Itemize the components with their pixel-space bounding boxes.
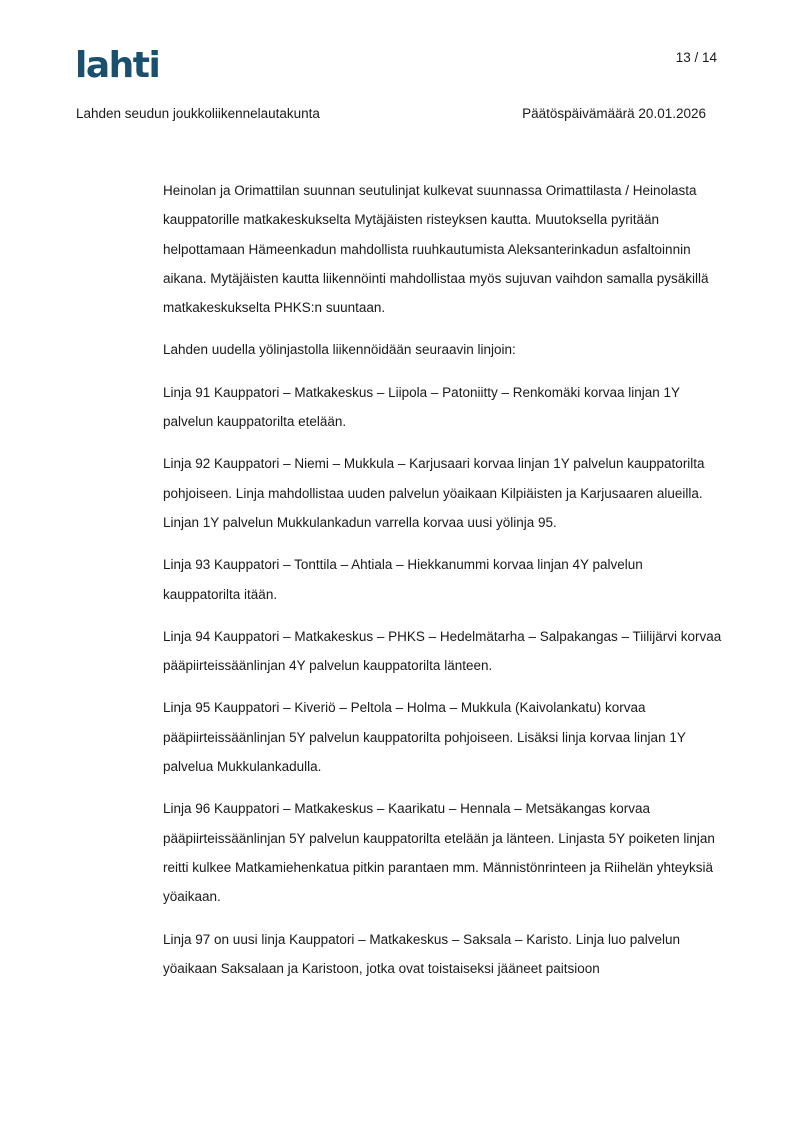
page-number: 13 / 14 [675,50,717,65]
paragraph: Linja 97 on uusi linja Kauppatori – Matkakeskus – Saksala – Karisto. Linja luo palvelun yöaikaan Saksalaan ja Karistoon, jotka ovat toistaiseksi jääneet paitsioon [163,931,681,976]
paragraph: Linja 96 Kauppatori – Matkakeskus – Kaarikatu – Hennala – Metsäkangas korvaa pääpiirteissäänlinjan 5Y palvelun kauppatorilta etelään ja länteen. Linjasta 5Y poiketen linjan reitti kulkee Matkamiehenkatua pitkin parantaen mm. Männistönrinteen ja Riihelän yhteyksiä yöaikaan. [163,801,715,905]
paragraph: Linja 95 Kauppatori – Kiveriö – Peltola – Holma – Mukkula (Kaivolankatu) korvaa pääpiirteissäänlinjan 5Y palvelun kauppatorilta pohjoiseen. Lisäksi linja korvaa linjan 1Y palvelua Mukkulankadulla. [163,700,686,775]
paragraph: Heinolan ja Orimattilan suunnan seutulinjat kulkevat suunnassa Orimattilasta / Heinolasta kauppatorille matkakeskukselta Mytäjäisten risteyksen kautta. Muutoksella pyritään helpottamaan Hämeenkadun mahdollista ruuhkautumista Aleksanterinkadun asfaltoinnin aikana. Mytäjäisten kautta liikennöinti mahdollistaa myös sujuvan vaihdon samalla pysäkillä matkakeskukselta PHKS:n suuntaan. [163,183,709,316]
decision-date: Päätöspäivämäärä 20.01.2026 [522,106,706,121]
organization-name: Lahden seudun joukkoliikennelautakunta [76,106,320,121]
lahti-logo [75,46,167,82]
svg-text:lahti: lahti [75,46,160,82]
paragraph: Linja 91 Kauppatori – Matkakeskus – Liipola – Patoniitty – Renkomäki korvaa linjan 1Y palvelun kauppatorilta etelään. [163,384,680,430]
paragraph: Lahden uudella yölinjastolla liikennöidään seuraavin linjoin: [163,342,516,358]
paragraph: Linja 92 Kauppatori – Niemi – Mukkula – Karjusaari korvaa linjan 1Y palvelun kauppatorilta pohjoiseen. Linja mahdollistaa uuden palvelun yöaikaan Kilpiäisten ja Karjusaaren alueilla. Linjan 1Y palvelun Mukkulankadun varrella korvaa uusi yölinja 95. [163,456,705,530]
document-body [163,176,723,996]
paragraph: Linja 94 Kauppatori – Matkakeskus – PHKS – Hedelmätarha – Salpakangas – Tiilijärvi korvaa pääpiirteissäänlinjan 4Y palvelun kauppatorilta länteen. [163,628,722,674]
paragraph: Linja 93 Kauppatori – Tonttila – Ahtiala – Hiekkanummi korvaa linjan 4Y palvelun kauppatorilta itään. [163,557,643,602]
